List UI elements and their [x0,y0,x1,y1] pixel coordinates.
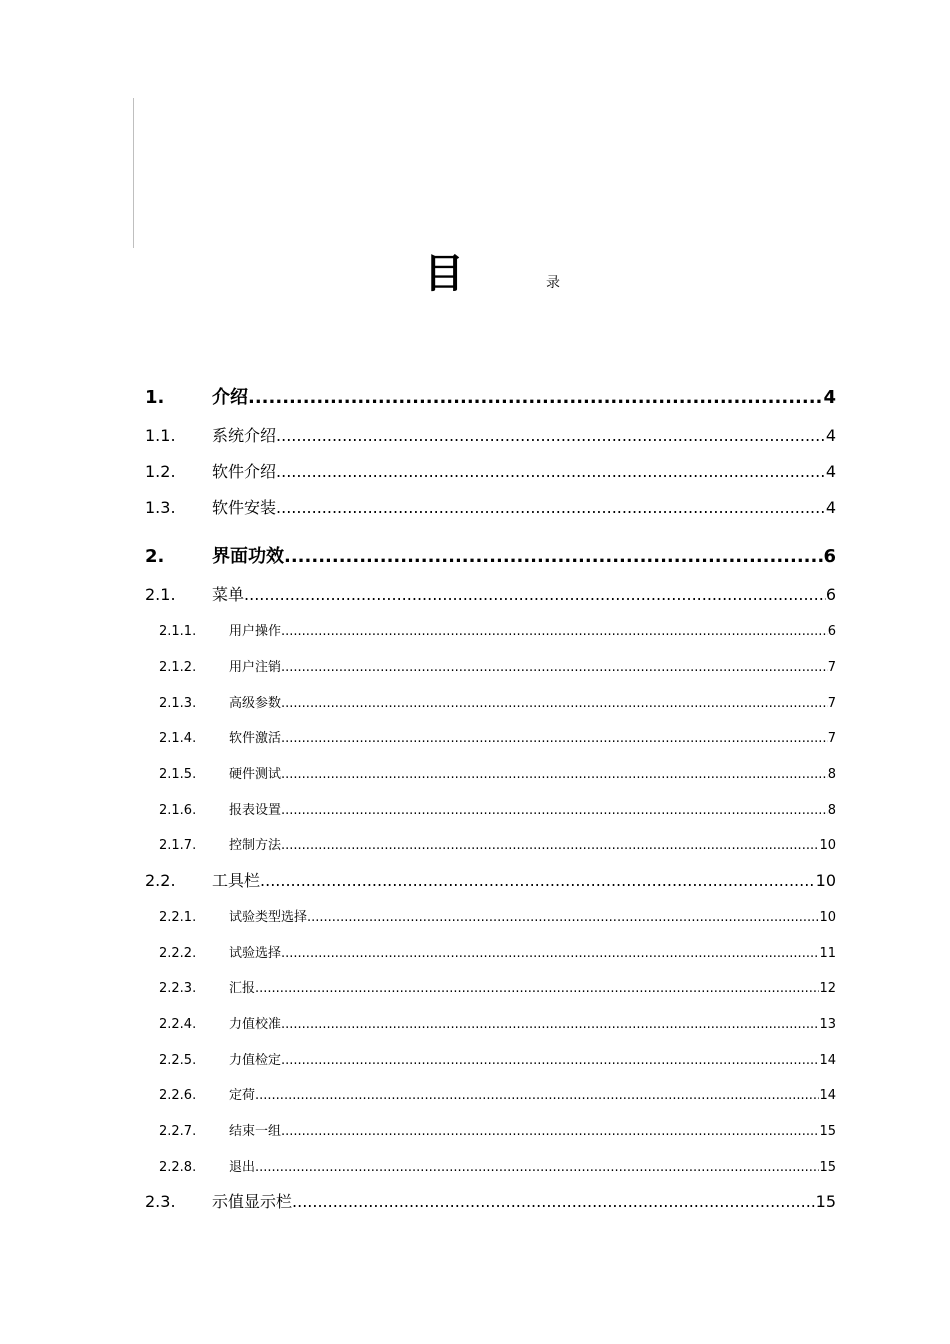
toc-leader [260,871,816,890]
toc-leader [255,981,819,996]
toc-entry[interactable] [145,542,836,568]
toc-entry[interactable] [145,423,836,446]
toc-entry[interactable] [145,1189,836,1212]
toc-page: 8 [827,803,836,818]
toc-leader [281,803,828,818]
toc-entry[interactable] [145,1049,836,1068]
toc-text: 软件介绍 [212,462,277,481]
toc-entry[interactable] [145,977,836,996]
toc-text: 力值检定 [229,1053,282,1068]
toc-number: 2.3. [145,1192,176,1211]
toc-number: 2.2.7. [159,1124,197,1139]
toc-page: 7 [827,660,836,675]
toc-page: 4 [825,426,836,445]
toc-number: 2.1.6. [159,803,197,818]
toc-number: 2.1. [145,585,176,604]
toc-page: 4 [823,387,836,408]
toc-number: 2.2.4. [159,1017,197,1032]
toc-number: 2. [145,546,165,567]
toc-page: 10 [819,910,836,925]
toc-leader [292,1192,816,1211]
toc-number: 1.2. [145,462,176,481]
toc-number: 2.2.6. [159,1088,197,1103]
toc-entry[interactable] [145,942,836,961]
toc-number: 1.1. [145,426,176,445]
toc-text: 试验类型选择 [229,910,308,925]
toc-page: 6 [825,585,836,604]
toc-entry[interactable] [145,727,836,746]
toc-leader [307,910,819,925]
toc-page: 4 [825,498,836,517]
toc-text: 退出 [229,1160,256,1175]
toc-text: 示值显示栏 [212,1192,293,1211]
toc-text: 用户操作 [229,624,282,639]
toc-text: 报表设置 [229,803,282,818]
toc-entry[interactable] [145,1156,836,1175]
toc-number: 1. [145,387,165,408]
toc-number: 2.2.8. [159,1160,197,1175]
toc-entry[interactable] [145,868,836,891]
toc-text: 用户注销 [229,660,282,675]
toc-page: 11 [819,946,836,961]
toc-page: 14 [819,1053,836,1068]
toc-text: 软件安装 [212,498,277,517]
toc-text: 系统介绍 [212,426,277,445]
toc-number: 2.1.2. [159,660,197,675]
toc-text: 汇报 [229,981,256,996]
toc-page: 10 [815,871,836,890]
toc-number: 2.1.4. [159,731,197,746]
toc-page: 6 [823,546,836,567]
toc-leader [281,624,828,639]
toc-entry[interactable] [145,495,836,518]
toc-text: 试验选择 [229,946,282,961]
toc-number: 2.1.5. [159,767,197,782]
toc-leader [281,1053,819,1068]
toc-entry[interactable] [145,459,836,482]
toc-page: 15 [815,1192,836,1211]
toc-title-main: 目 [424,251,464,297]
toc-entry[interactable] [145,692,836,711]
toc-leader [284,546,823,567]
toc-text: 工具栏 [212,871,261,890]
toc-entry[interactable] [145,1013,836,1032]
toc-leader [281,696,828,711]
toc-entry[interactable] [145,620,836,639]
toc-page: 14 [819,1088,836,1103]
toc-leader [276,426,826,445]
toc-text: 硬件测试 [229,767,282,782]
toc-text: 高级参数 [229,696,282,711]
toc-entry[interactable] [145,383,836,409]
toc-page: 15 [819,1160,836,1175]
toc-leader [281,731,828,746]
margin-rule [133,98,134,248]
toc-leader [248,387,823,408]
toc-leader [281,1017,819,1032]
toc-text: 力值校准 [229,1017,282,1032]
toc-leader [281,767,828,782]
toc-leader [281,946,819,961]
toc-entry[interactable] [145,1120,836,1139]
toc-leader [276,498,826,517]
toc-text: 软件激活 [229,731,282,746]
toc-text: 介绍 [212,387,248,408]
toc-text: 结束一组 [229,1124,282,1139]
toc-page: 7 [827,696,836,711]
toc-number: 2.1.3. [159,696,197,711]
toc-number: 2.2.5. [159,1053,197,1068]
toc-entry[interactable] [145,1084,836,1103]
toc-page: 10 [819,838,836,853]
toc-page: 4 [825,462,836,481]
toc-page: 15 [819,1124,836,1139]
toc-text: 界面功效 [212,546,284,567]
toc-page: 6 [827,624,836,639]
toc-page: 13 [819,1017,836,1032]
toc-number: 2.2.1. [159,910,197,925]
toc-leader [281,1124,819,1139]
toc-text: 定荷 [229,1088,256,1103]
toc-entry[interactable] [145,834,836,853]
toc-entry[interactable] [145,656,836,675]
toc-number: 2.2. [145,871,176,890]
toc-number: 2.1.7. [159,838,197,853]
toc-leader [255,1088,819,1103]
toc-text: 菜单 [212,585,245,604]
toc-text: 控制方法 [229,838,282,853]
toc-leader [244,585,826,604]
toc-entry[interactable] [145,763,836,782]
toc-page: 7 [827,731,836,746]
toc-number: 2.2.2. [159,946,197,961]
toc-entry[interactable] [145,906,836,925]
toc-leader [255,1160,819,1175]
toc-leader [276,462,826,481]
toc-number: 2.2.3. [159,981,197,996]
toc-page: 12 [819,981,836,996]
toc-number: 2.1.1. [159,624,197,639]
toc-leader [281,660,828,675]
toc-entry[interactable] [145,799,836,818]
toc-entry[interactable] [145,582,836,605]
toc-title-sub: 录 [546,275,560,291]
toc-leader [281,838,819,853]
toc-page: 8 [827,767,836,782]
toc-number: 1.3. [145,498,176,517]
